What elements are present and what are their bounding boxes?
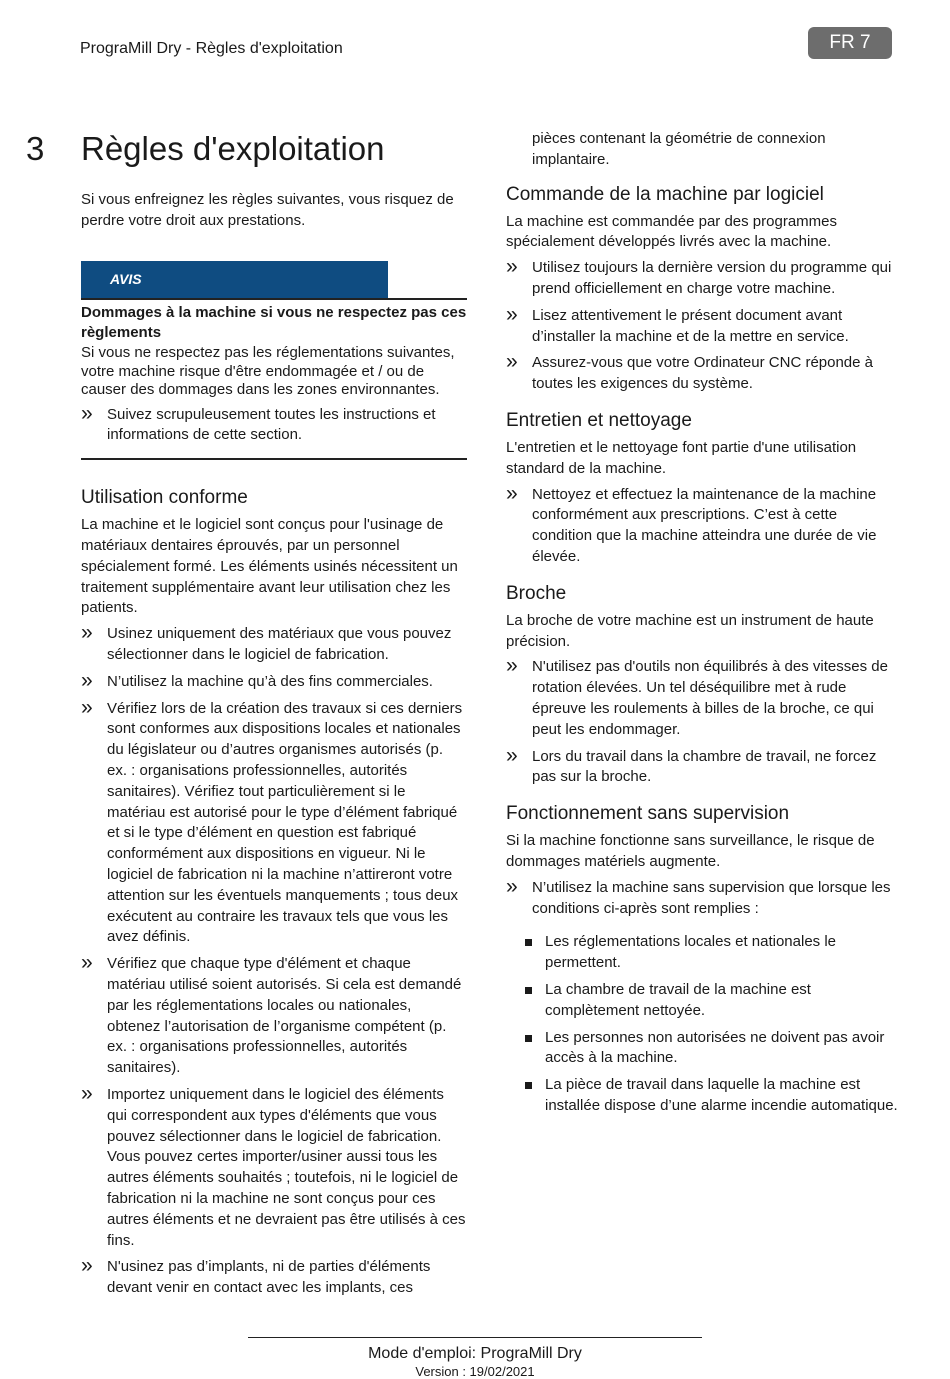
chapter-title: Règles d'exploitation [81, 130, 385, 167]
instruction-item [81, 1082, 467, 1251]
instruction-text: Utilisez toujours la dernière version du programme qui prend officiellement en charge votre machine. [532, 259, 892, 297]
footer-version: Version : 19/02/2021 [415, 1364, 535, 1379]
section-title: Utilisation conforme [81, 487, 248, 509]
section [81, 486, 467, 1299]
instruction-marker-icon: » [506, 743, 518, 767]
bullet-text: Les réglementations locales et nationales le permettent. [545, 933, 837, 972]
square-bullet-icon [525, 1035, 532, 1042]
section-title: Entretien et nettoyage [506, 409, 692, 431]
instruction-item [506, 874, 898, 920]
instruction-text: Lisez attentivement le présent document avant d’installer la machine et de la mettre en service. [532, 306, 849, 345]
section [506, 582, 898, 788]
bullet-list [506, 932, 898, 1116]
header-title: PrograMill Dry - Règles d'exploitation [80, 40, 343, 57]
instruction-marker-icon: » [81, 951, 93, 975]
instruction-list [506, 255, 898, 395]
instruction-text: N'usinez pas d’implants, ni de parties d'éléments devant venir en contact avec les implants, ces [107, 1258, 431, 1297]
notice-body: Si vous ne respectez pas les réglementations suivantes, votre machine risque d'être endommagée et / ou de causer des dommages dans les zones environnantes. [81, 344, 455, 399]
chapter-intro: Si vous enfreignez les règles suivantes, vous risquez de perdre votre droit aux prestations. [81, 191, 454, 229]
instruction-marker-icon: » [81, 621, 93, 645]
bullet-text: Les personnes non autorisées ne doivent pas avoir accès à la machine. [545, 1028, 885, 1067]
instruction-text: Assurez-vous que votre Ordinateur CNC réponde à toutes les exigences du système. [532, 354, 874, 393]
instruction-text: Suivez scrupuleusement toutes les instructions et informations de cette section. [107, 405, 436, 444]
square-bullet-icon [525, 939, 532, 946]
instruction-marker-icon: » [506, 255, 518, 279]
section [506, 183, 898, 395]
instruction-item [81, 668, 467, 693]
instruction-item [506, 255, 898, 300]
bullet-item [506, 932, 898, 974]
instruction-text: Vérifiez lors de la création des travaux si ces derniers sont conformes aux dispositions locales et nationales du législateur ou d’autres organismes autorisés (p. ex. : organisations professionnelles, autorités sanitaires). Vérifiez tout particulièrement si le matériau est autorisé pour le type d’élément fabriqué et si le type d’élément en question est fabriqué conformément aux dispositions en vigueur. Ni le logiciel de fabrication ni la machine n’attireront votre attention sur les éventuels manquements ; tous deux exécutent au contraire les travaux tels que vous les avez définis. [107, 699, 463, 946]
instruction-marker-icon: » [81, 1254, 93, 1278]
notice-heading: Dommages à la machine si vous ne respectez pas ces règlements [81, 303, 467, 342]
instruction-list [506, 481, 898, 568]
instruction-marker-icon: » [506, 654, 518, 678]
instruction-marker-icon: » [81, 668, 93, 692]
instruction-text: N’utilisez la machine qu’à des fins commerciales. [107, 672, 433, 690]
instruction-marker-icon: » [81, 401, 93, 425]
bullet-item [506, 1075, 898, 1117]
chapter-number: 3 [26, 130, 45, 167]
section-body: La machine et le logiciel sont conçus pour l'usinage de matériaux dentaires éprouvés, par un personnel spécialement formé. Les éléments usinés nécessitent un traitement supplémentaire avant leur utilisation chez les patients. [81, 516, 458, 617]
instruction-item [81, 695, 467, 949]
instruction-marker-icon: » [81, 695, 93, 719]
section-body: Si la machine fonctionne sans surveillance, le risque de dommages matériels augmente. [506, 832, 875, 870]
instruction-text: Usinez uniquement des matériaux que vous pouvez sélectionner dans le logiciel de fabrication. [107, 625, 452, 664]
instruction-text: Importez uniquement dans le logiciel des éléments qui correspondent aux types d'éléments que vous pouvez sélectionner dans le logiciel de fabrication. Vous pouvez certes importer/usiner aussi tous les autres éléments souhaités ; toutefois, ni le logiciel de fabrication ni la machine ne sont conçus pour ces autres éléments et ne devraient pas être utilisés à ces fins. [107, 1086, 466, 1249]
left-sections [81, 486, 467, 1299]
right-sections [506, 183, 898, 1117]
left-column [81, 190, 467, 1305]
instruction-text: Vérifiez que chaque type d'élément et chaque matériau utilisé soient autorisés. Si cela est demandé par les réglementations locales ou nationales, obtenez l’autorisation de l’organisme compétent (p. ex. : organisations professionnelles, autorités sanitaires). [107, 955, 462, 1077]
bullet-text: La pièce de travail dans laquelle la machine est installée dispose d’une alarme incendie automatique. [545, 1076, 898, 1114]
instruction-item [506, 350, 898, 395]
instruction-item [506, 743, 898, 789]
bullet-item [506, 1028, 898, 1070]
instruction-marker-icon: » [506, 350, 518, 374]
section-body: La machine est commandée par des programmes spécialement développés livrés avec la machine. [506, 212, 837, 251]
square-bullet-icon [525, 1082, 532, 1089]
notice-box [81, 261, 467, 461]
section [506, 409, 898, 568]
section-title: Commande de la machine par logiciel [506, 183, 824, 205]
page-number-badge: FR 7 [808, 27, 892, 59]
section-title: Broche [506, 582, 567, 604]
instruction-marker-icon: » [81, 1082, 93, 1105]
instruction-item [81, 621, 467, 666]
instruction-list [81, 621, 467, 1299]
square-bullet-icon [525, 987, 532, 994]
instruction-item [506, 481, 898, 568]
instruction-item [81, 951, 467, 1079]
instruction-item [506, 302, 898, 348]
instruction-text: N'utilisez pas d'outils non équilibrés à des vitesses de rotation élevées. Un tel déséquilibre met à rude épreuve les roulements à billes de la broche, ce qui peut les endommager. [532, 658, 888, 738]
section-body: L'entretien et le nettoyage font partie d'une utilisation standard de la machine. [506, 438, 857, 477]
instruction-list [506, 654, 898, 788]
instruction-item [506, 654, 898, 740]
instruction-marker-icon: » [506, 481, 518, 505]
bullet-item [506, 980, 898, 1022]
instruction-text: N’utilisez la machine sans supervision que lorsque les conditions ci-après sont remplies : [532, 878, 891, 917]
notice-header [81, 261, 467, 300]
instruction-list [506, 874, 898, 920]
continuation-text: pièces contenant la géométrie de connexion implantaire. [532, 130, 826, 168]
footer-title: Mode d'emploi: PrograMill Dry [368, 1345, 582, 1362]
instruction-item [81, 401, 467, 447]
instruction-text: Nettoyez et effectuez la maintenance de la machine conformément aux prescriptions. C’est à cette condition que la machine atteindra une durée de vie élevée. [532, 485, 877, 565]
instruction-text: Lors du travail dans la chambre de travail, ne forcez pas sur la broche. [532, 747, 877, 786]
notice-label: AVIS [81, 261, 388, 298]
instruction-marker-icon: » [506, 874, 518, 898]
section-body: La broche de votre machine est un instrument de haute précision. [506, 611, 874, 650]
right-column [506, 129, 898, 1123]
instruction-marker-icon: » [506, 302, 518, 326]
section [506, 802, 898, 1117]
section-title: Fonctionnement sans supervision [506, 803, 790, 825]
notice-instructions [81, 401, 467, 447]
instruction-item [81, 1254, 467, 1299]
bullet-text: La chambre de travail de la machine est complètement nettoyée. [545, 980, 811, 1019]
footer-divider [248, 1337, 702, 1338]
